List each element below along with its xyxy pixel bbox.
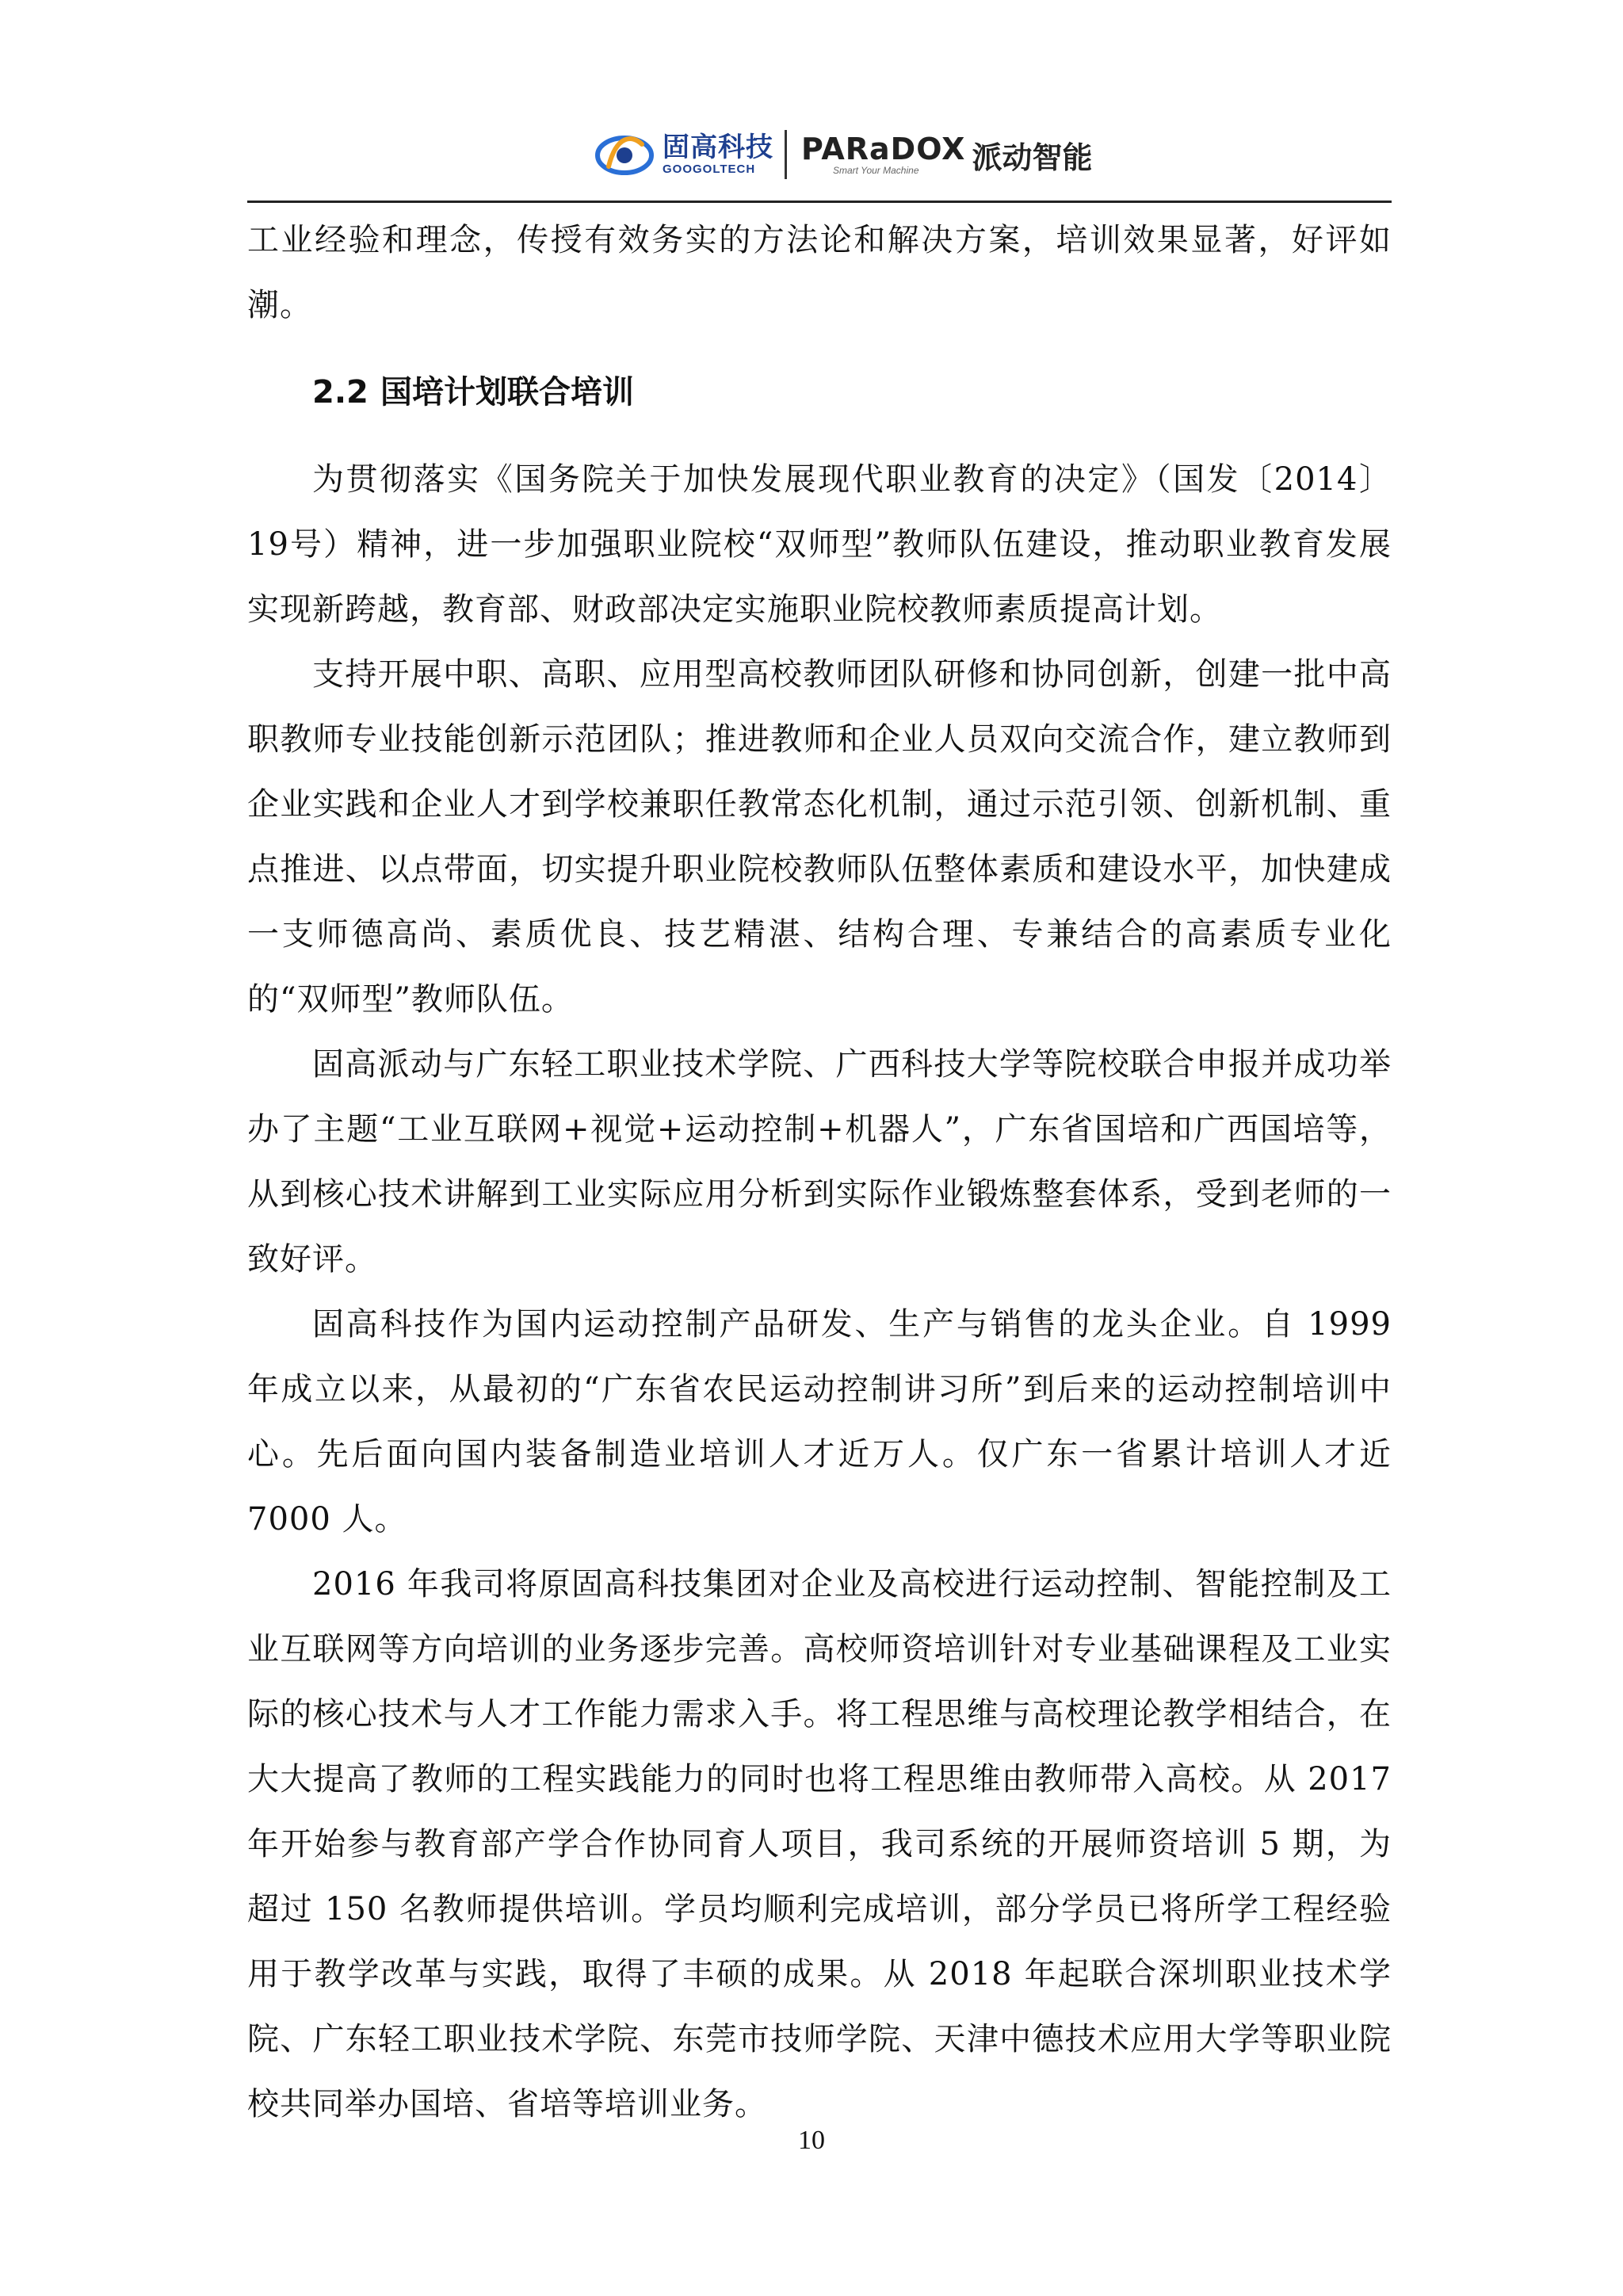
company-name-cn: 固高科技 [663, 132, 773, 163]
page-body [247, 208, 1392, 2137]
section-heading [312, 360, 1392, 425]
page-number: 10 [798, 2126, 825, 2155]
paragraph: 2016 年我司将原固高科技集团对企业及高校进行运动控制、智能控制及工业互联网等方向培训的业务逐步完善。高校师资培训针对专业基础课程及工业实际的核心技术与人才工作能力需求入手。将工程思维与高校理论教学相结合，在大大提高了教师的工程实践能力的同时也将工程思维由教师带入高校。从 2017 年开始参与教育部产学合作协同育人项目，我司系统的开展师资培训 5 期，为超过 150 名教师提供培训。学员均顺利完成培训，部分学员已将所学工程经验用于教学改革与实践，取得了丰硕的成果。从 2018 年起联合深圳职业技术学院、广东轻工职业技术学院、东莞市技师学院、天津中德技术应用大学等职业院校共同举办国培、省培等培训业务。 [247, 1566, 1392, 2122]
company-name-en: GOOGOLTECH [663, 162, 756, 176]
brand-name-cn: 派动智能 [972, 139, 1093, 175]
paragraph: 支持开展中职、高职、应用型高校教师团队研修和协同创新，创建一批中高职教师专业技能创新示范团队；推进教师和企业人员双向交流合作，建立教师到企业实践和企业人才到学校兼职任教常态化机制，通过示范引领、创新机制、重点推进、以点带面，切实提升职业院校教师队伍整体素质和建设水平，加快建成一支师德高尚、素质优良、技艺精湛、结构合理、专兼结合的高素质专业化的“双师型”教师队伍。 [247, 656, 1392, 1018]
intro-paragraph: 工业经验和理念，传授有效务实的方法论和解决方案，培训效果显著，好评如潮。 [247, 222, 1392, 323]
paradox-wordmark [801, 133, 965, 176]
googoltech-wordmark [663, 132, 773, 177]
googoltech-logo-icon [593, 127, 656, 182]
header-rule [247, 201, 1392, 203]
header-logos [593, 119, 1092, 190]
paragraph: 为贯彻落实《国务院关于加快发展现代职业教育的决定》（国发〔2014〕19号）精神，进一步加强职业院校“双师型”教师队伍建设，推动职业教育发展实现新跨越，教育部、财政部决定实施职业院校教师素质提高计划。 [247, 461, 1392, 628]
brand-tagline: Smart Your Machine [833, 165, 919, 176]
logo-divider [785, 130, 787, 179]
section-number: 2.2 [312, 374, 369, 411]
page-header [0, 119, 1623, 190]
paragraph: 固高派动与广东轻工职业技术学院、广西科技大学等院校联合申报并成功举办了主题“工业互联网+视觉+运动控制+机器人”，广东省国培和广西国培等，从到核心技术讲解到工业实际应用分析到实际作业锻炼整套体系，受到老师的一致好评。 [247, 1046, 1392, 1278]
paragraph: 固高科技作为国内运动控制产品研发、生产与销售的龙头企业。自 1999 年成立以来，从最初的“广东省农民运动控制讲习所”到后来的运动控制培训中心。先后面向国内装备制造业培训人才近万人。仅广东一省累计培训人才近 7000 人。 [247, 1306, 1392, 1538]
section-title: 国培计划联合培训 [380, 374, 634, 411]
brand-name: PARaDOX [801, 132, 966, 166]
